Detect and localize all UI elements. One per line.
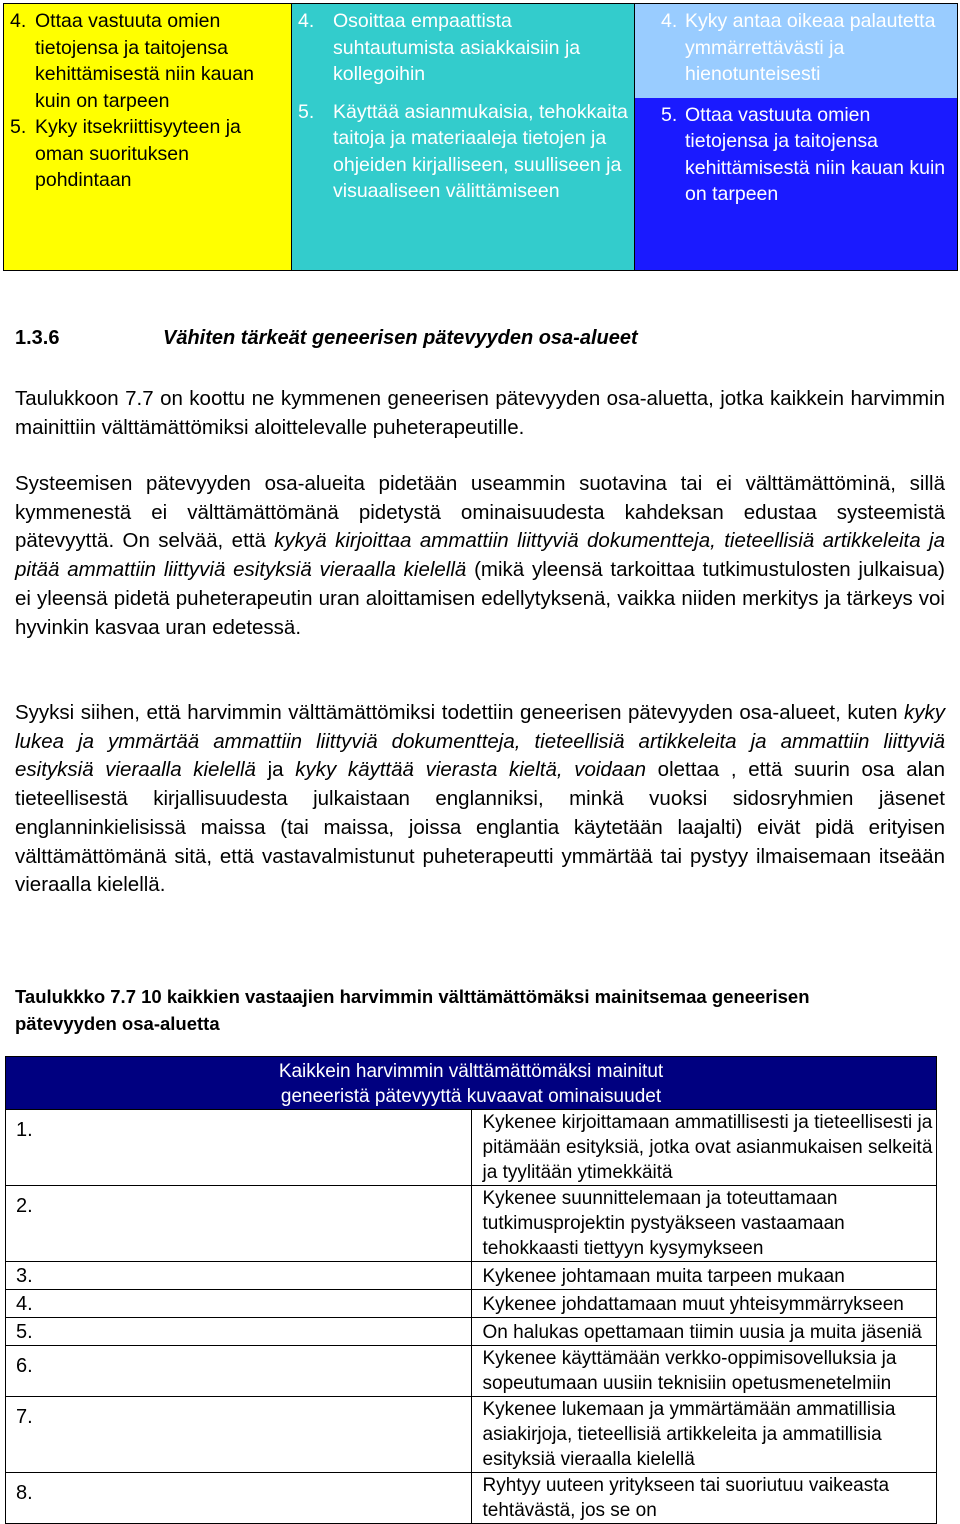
column-3-highlight [635,4,957,98]
column-1-list [10,8,285,194]
table-row: 6. Kykenee käyttämään verkko-oppimisovelluksia ja sopeutumaan uusiin teknisiin opetusmenetelmiin [6,1346,937,1397]
table-caption: Taulukkko 7.7 10 kaikkien vastaajien harvimmin välttämättömäksi mainitsemaa geneerisen pätevyyden osa-aluetta [15,986,810,1034]
table-row: 8. Ryhtyy uuteen yritykseen tai suoriutuu vaikeasta tehtävästä, jos se on [6,1473,937,1524]
table-row: 4. Kykenee johdattamaan muut yhteisymmärrykseen [6,1290,937,1318]
list-item: 4. Kyky antaa oikeaa palautetta ymmärrettävästi ja hienotunteisesti [661,10,936,85]
section-heading [15,327,638,350]
paragraph-1: Taulukkoon 7.7 on koottu ne kymmenen geneerisen pätevyyden osa-aluetta, jotka kaikkein harvimmin mainittiin välttämättömiksi aloittelevalle puheterapeutille. [15,387,945,439]
paragraph-3: Syyksi siihen, että harvimmin välttämättömiksi todettiin geneerisen pätevyyden osa-alueet, kuten kyky lukea ja ymmärtää ammattiin liittyviä dokumentteja, tieteellisiä artikkeleita ja ammattiin liittyviä esityksiä vieraalla kielellä ja kyky käyttää vierasta kieltä, voidaan olettaa , että suurin osa alan tieteellisestä kirjallisuudesta julkaistaan englanniksi, minkä vuoksi sidosryhmien jäsenet englanninkielisissä maissa (tai maissa, joissa englantia käytetään laajalti) eivät pidä erityisen välttämättömänä sitä, että vastavalmistunut puheterapeutti ymmärtää tai pystyy ilmaisemaan itseään vieraalla kielellä. [15,701,945,897]
table-header-row [6,1057,937,1110]
table-row: 5. On halukas opettamaan tiimin uusia ja muita jäseniä [6,1318,937,1346]
list-item: 5. Kyky itsekriittisyyteen ja oman suorituksen pohdintaan [10,116,241,191]
table-row: 2. Kykenee suunnittelemaan ja toteuttamaan tutkimusprojektin pystyäkseen vastaamaan tehokkaasti tiettyyn kysymykseen [6,1186,937,1262]
column-2-cell [292,4,635,271]
table-row: 3. Kykenee johtamaan muita tarpeen mukaan [6,1262,937,1290]
paragraph-2: Systeemisen pätevyyden osa-alueita pidetään useammin suotavina tai ei välttämättöminä, sillä kymmenestä ei välttämättömänä pidetystä ominaisuudesta kahdeksan edustaa systeemistä pätevyyttä. On selvää, että kykyä kirjoittaa ammattiin liittyviä dokumentteja, tieteellisiä artikkeleita ja pitää ammattiin liittyviä esityksiä vieraalla kielellä (mikä yleensä tarkoittaa tutkimustulosten julkaisua) ei yleensä pidetä puheterapeutin uran aloittamisen edellytyksenä, vaikka niiden merkitys ja tärkeys voi hyvinkin kasvaa uran edetessä. [15,472,945,639]
table-row: 1. Kykenee kirjoittamaan ammatillisesti ja tieteellisesti ja pitämään esityksiä, jotka ovat asianmukaisen selkeitä ja tyylitään ytimekkäitä [6,1110,937,1186]
list-item: 4. Osoittaa empaattista suhtautumista asiakkaisiin ja kollegoihin [298,10,581,85]
column-1-cell [4,4,292,271]
competency-table [3,3,958,271]
column-3-rest [635,98,957,208]
section-number: 1.3.6 [15,327,60,349]
list-item: 5. Käyttää asianmukaisia, tehokkaita taitoja ja materiaaleja tietojen ja ohjeiden kirjalliseen, suulliseen ja visuaaliseen välittämiseen [298,100,628,202]
least-essential-table [5,1056,937,1524]
section-title: Vähiten tärkeät geneerisen pätevyyden osa-alueet [163,327,638,349]
list-item: 5. Ottaa vastuuta omien tietojensa ja taitojensa kehittämisestä niin kauan kuin on tarpeen [661,103,946,205]
column-2-list [298,8,628,205]
table-row: 7. Kykenee lukemaan ja ymmärtämään ammatillisia asiakirjoja, tieteellisiä artikkeleita ja ammatillisia esityksiä vieraalla kielellä [6,1397,937,1473]
list-item: 4. Ottaa vastuuta omien tietojensa ja taitojensa kehittämisestä niin kauan kuin on tarpeen [10,10,254,112]
table-header: Kaikkein harvimmin välttämättömäksi mainitut geneeristä pätevyyttä kuvaavat ominaisuudet [6,1057,937,1110]
column-3-cell [635,4,958,271]
